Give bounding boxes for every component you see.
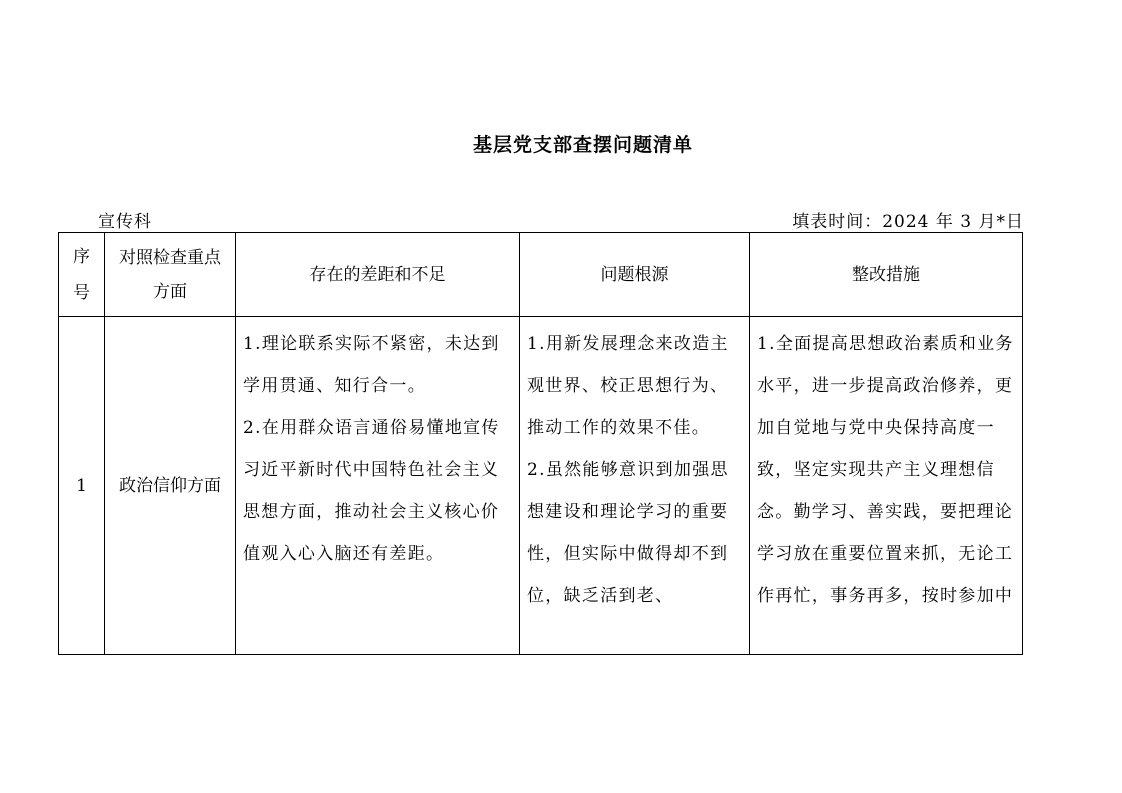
header-measures: 整改措施 bbox=[750, 233, 1023, 317]
header-roots: 问题根源 bbox=[520, 233, 750, 317]
header-aspect: 对照检查重点方面 bbox=[105, 233, 236, 317]
row-measures bbox=[750, 317, 1023, 655]
header-no: 序号 bbox=[59, 233, 105, 317]
document-title: 基层党支部查摆问题清单 bbox=[472, 134, 693, 156]
root-item: 2.虽然能够意识到加强思想建设和理论学习的重要性，但实际中做得却不到位，缺乏活到老、 bbox=[527, 460, 729, 606]
department-label: 宣传科 bbox=[98, 212, 152, 232]
row-roots bbox=[520, 317, 750, 655]
gap-item: 2.在用群众语言通俗易懂地宣传习近平新时代中国特色社会主义思想方面，推动社会主义核心价值观入心入脑还有差距。 bbox=[243, 418, 500, 564]
row-no: 1 bbox=[59, 317, 105, 655]
measure-item: 1.全面提高思想政治素质和业务水平，进一步提高政治修养，更加自觉地与党中央保持高度一致，坚定实现共产主义理想信念。勤学习、善实践，要把理论学习放在重要位置来抓，无论工作再忙，事务再多，按时参加中 bbox=[757, 334, 1014, 606]
table-row bbox=[59, 317, 1023, 655]
root-item: 1.用新发展理念来改造主观世界、校正思想行为、推动工作的效果不佳。 bbox=[527, 334, 729, 438]
fill-date-label: 填表时间：2024 年 3 月*日 bbox=[792, 212, 1024, 232]
row-aspect: 政治信仰方面 bbox=[105, 317, 236, 655]
header-gaps: 存在的差距和不足 bbox=[236, 233, 520, 317]
gap-item: 1.理论联系实际不紧密，未达到学用贯通、知行合一。 bbox=[243, 334, 500, 396]
problem-list-table bbox=[58, 232, 1023, 655]
header-row bbox=[59, 233, 1023, 317]
row-gaps bbox=[236, 317, 520, 655]
